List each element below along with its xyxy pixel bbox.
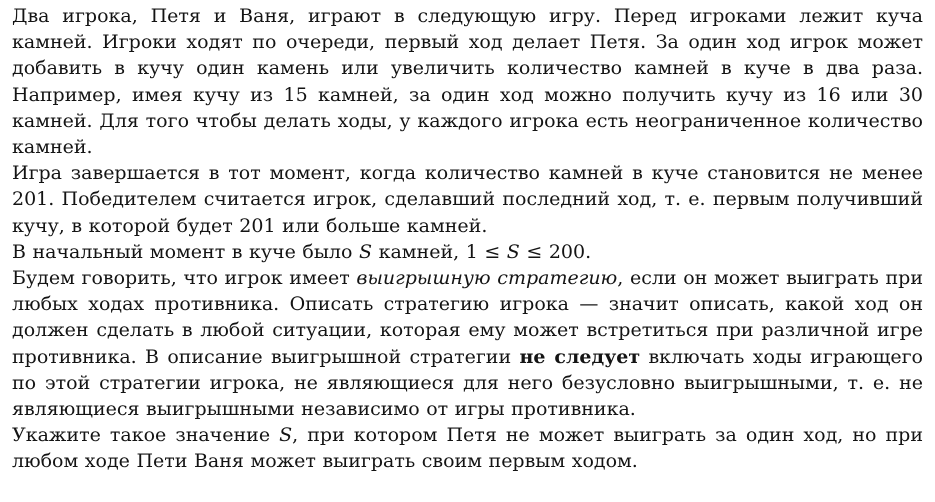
paragraph-strategy-definition (12, 265, 923, 422)
variable-s: S (506, 240, 520, 263)
variable-s: S (359, 240, 373, 263)
initial-state-text-before: В начальный момент в куче было (12, 240, 359, 263)
initial-state-text-after: камней, 1 ≤ (372, 240, 507, 263)
initial-state-text-end: ≤ 200. (519, 240, 592, 263)
paragraph-initial-state (12, 239, 923, 265)
paragraph-game-rules-text: Два игрока, Петя и Ваня, играют в следующую игру. Перед игроками лежит куча камней. Игроки ходят по очереди, первый ход делает Петя. За один ход игрок может добавить в кучу один камень или увеличить количество камней в куче в два раза. Например, имея кучу из 15 камней, за один ход можно получить кучу из 16 или 30 камней. Для того чтобы делать ходы, у каждого игрока есть неограниченное количество камней. (12, 5, 923, 159)
paragraph-game-end-text: Игра завершается в тот момент, когда количество камней в куче становится не менее 201. Победителем считается игрок, сделавший последний ход, т. е. первым получивший кучу, в которой будет 201 или больше камней. (12, 162, 923, 237)
variable-s: S (279, 424, 293, 447)
paragraph-question (12, 422, 923, 474)
question-text-before: Укажите такое значение (12, 424, 280, 447)
not-include-emphasis: не следует (519, 345, 641, 368)
strategy-text-middle: , если он может выиграть при любых ходах противника. Описать стратегию игрока — значит описать, какой ход он должен сделать в любой ситуации, которая ему может встретиться при различной игре противника. В описание выигрышной стратегии (12, 267, 923, 368)
winning-strategy-term: выигрышную стратегию (356, 267, 618, 290)
strategy-text-end: включать ходы играющего по этой стратегии игрока, не являющиеся для него безусловно выигрышными, т. е. не являющиеся выигрышными независимо от игры противника. (12, 345, 923, 421)
strategy-text-before: Будем говорить, что игрок имеет (12, 267, 357, 290)
paragraph-game-rules (12, 3, 923, 160)
paragraph-game-end (12, 160, 923, 239)
question-text-after: , при котором Петя не может выиграть за один ход, но при любом ходе Пети Ваня может выиграть своим первым ходом. (12, 424, 924, 473)
